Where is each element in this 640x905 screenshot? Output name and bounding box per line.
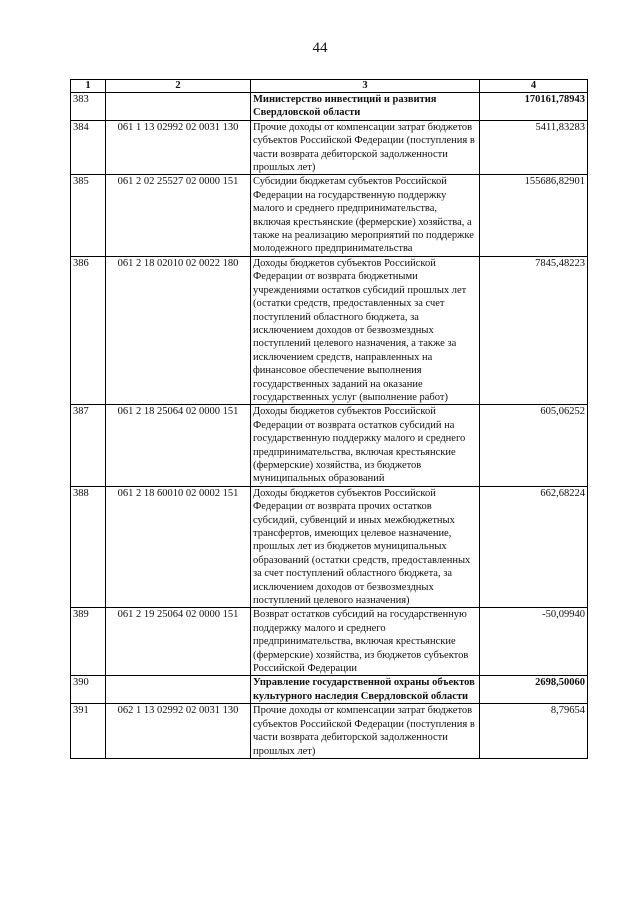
- table-row: [71, 608, 588, 676]
- table-row: [71, 704, 588, 759]
- revenue-name: Прочие доходы от компенсации затрат бюджетов субъектов Российской Федерации (поступления в части возврата дебиторской задолженности прошлых лет): [251, 120, 480, 175]
- row-number: 390: [71, 676, 106, 704]
- table-row: [71, 120, 588, 175]
- amount: -50,09940: [480, 608, 588, 676]
- revenue-name: Управление государственной охраны объектов культурного наследия Свердловской области: [251, 676, 480, 704]
- header-col-1: 1: [71, 80, 106, 93]
- row-number: 385: [71, 175, 106, 256]
- amount: 8,79654: [480, 704, 588, 759]
- revenue-name: Доходы бюджетов субъектов Российской Федерации от возврата остатков субсидий на государственную поддержку малого и среднего предпринимательства, включая крестьянские (фермерские) хозяйства, из бюджетов муниципальных образований: [251, 405, 480, 486]
- budget-code: 061 2 02 25527 02 0000 151: [106, 175, 251, 256]
- amount: 662,68224: [480, 486, 588, 608]
- table-row: [71, 486, 588, 608]
- budget-code: 061 2 18 02010 02 0022 180: [106, 256, 251, 404]
- amount: 155686,82901: [480, 175, 588, 256]
- amount: 605,06252: [480, 405, 588, 486]
- budget-code: 062 1 13 02992 02 0031 130: [106, 704, 251, 759]
- revenue-name: Возврат остатков субсидий на государственную поддержку малого и среднего предпринимательства, включая крестьянские (фермерские) хозяйства, из бюджетов субъектов Российской Федерации: [251, 608, 480, 676]
- amount: 5411,83283: [480, 120, 588, 175]
- budget-code: [106, 93, 251, 121]
- row-number: 386: [71, 256, 106, 404]
- table-row: [71, 175, 588, 256]
- amount: 170161,78943: [480, 93, 588, 121]
- revenue-name: Субсидии бюджетам субъектов Российской Федерации на государственную поддержку малого и среднего предпринимательства, включая крестьянские (фермерские) хозяйства, а также на реализацию мероприятий по поддержке молодежного предпринимательства: [251, 175, 480, 256]
- row-number: 384: [71, 120, 106, 175]
- table-body: [71, 93, 588, 759]
- revenue-name: Доходы бюджетов субъектов Российской Федерации от возврата бюджетными учреждениями остатков субсидий прошлых лет (остатки средств, предоставленных за счет поступлений областного бюджета, за исключением доходов от безвозмездных поступлений целевого назначения, а также за исключением средств, направленных на финансовое обеспечение выполнения государственных заданий на оказание государственных услуг (выполнение работ): [251, 256, 480, 404]
- row-number: 383: [71, 93, 106, 121]
- table-header-row: [71, 80, 588, 93]
- header-col-3: 3: [251, 80, 480, 93]
- revenue-name: Министерство инвестиций и развития Свердловской области: [251, 93, 480, 121]
- row-number: 391: [71, 704, 106, 759]
- amount: 2698,50060: [480, 676, 588, 704]
- budget-code: 061 2 18 25064 02 0000 151: [106, 405, 251, 486]
- table-row: [71, 93, 588, 121]
- revenue-name: Прочие доходы от компенсации затрат бюджетов субъектов Российской Федерации (поступления в части возврата дебиторской задолженности прошлых лет): [251, 704, 480, 759]
- table-row: [71, 676, 588, 704]
- header-col-2: 2: [106, 80, 251, 93]
- budget-code: [106, 676, 251, 704]
- table-row: [71, 405, 588, 486]
- budget-code: 061 2 19 25064 02 0000 151: [106, 608, 251, 676]
- budget-code: 061 2 18 60010 02 0002 151: [106, 486, 251, 608]
- row-number: 387: [71, 405, 106, 486]
- page-number: 44: [312, 40, 328, 56]
- row-number: 389: [71, 608, 106, 676]
- amount: 7845,48223: [480, 256, 588, 404]
- budget-table: [70, 79, 588, 759]
- budget-code: 061 1 13 02992 02 0031 130: [106, 120, 251, 175]
- row-number: 388: [71, 486, 106, 608]
- header-col-4: 4: [480, 80, 588, 93]
- table-row: [71, 256, 588, 404]
- revenue-name: Доходы бюджетов субъектов Российской Федерации от возврата прочих остатков субсидий, субвенций и иных межбюджетных трансфертов, имеющих целевое назначение, прошлых лет из бюджетов муниципальных образований (остатки средств, предоставленных за счет поступлений областного бюджета, за исключением доходов от безвозмездных поступлений целевого назначения): [251, 486, 480, 608]
